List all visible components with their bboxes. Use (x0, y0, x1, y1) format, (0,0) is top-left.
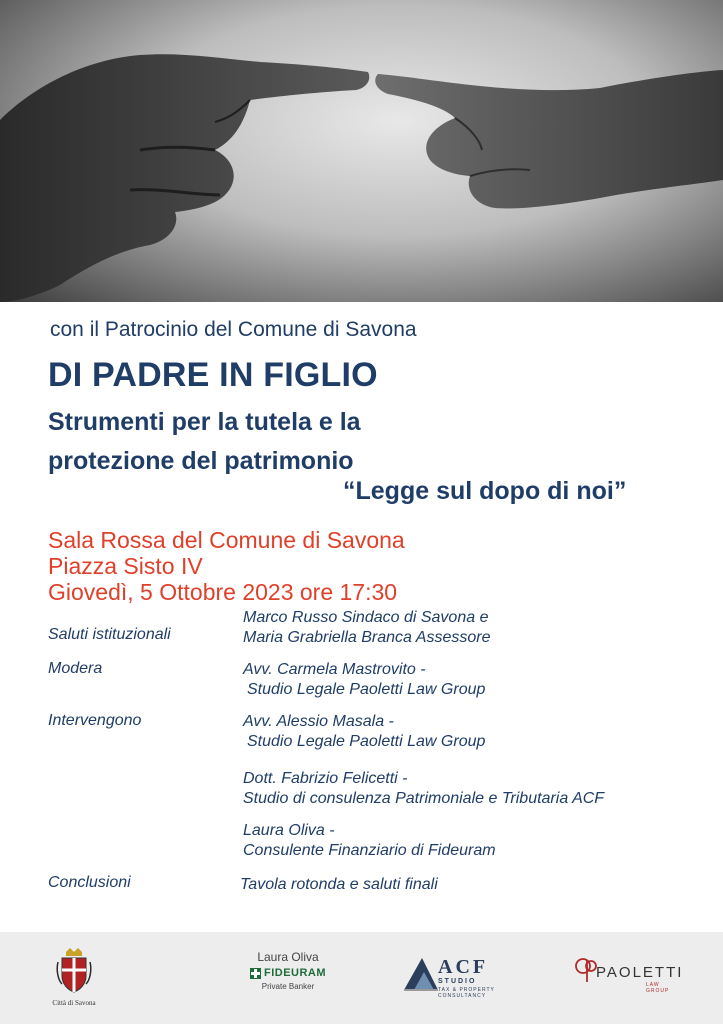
acf-name: ACF (438, 956, 489, 978)
venue-address: Piazza Sisto IV (48, 553, 203, 579)
paoletti-logo (574, 956, 684, 994)
speaker2-line-2: Studio di consulenza Patrimoniale e Tributaria ACF (243, 790, 605, 807)
acf-studio-logo (402, 954, 502, 999)
fideuram-person: Laura Oliva (257, 950, 319, 964)
subtitle-quote: “Legge sul dopo di noi” (343, 477, 627, 505)
acf-wordmark (438, 956, 488, 979)
speaker2-line-1: Dott. Fabrizio Felicetti - (243, 770, 408, 787)
speaker1-line-1: Avv. Alessio Masala - (243, 713, 394, 730)
program-label-intervengono: Intervengono (48, 712, 142, 729)
paoletti-mark-icon (574, 956, 598, 984)
speaker3-line-1: Laura Oliva - (243, 822, 335, 839)
program-speaker-2 (243, 769, 604, 809)
acf-tagline: TAX & PROPERTY CONSULTANCY (438, 987, 495, 999)
program-text-modera (243, 660, 485, 700)
program-label-modera: Modera (48, 660, 103, 677)
program-text-saluti (243, 608, 491, 648)
program-label-conclusioni: Conclusioni (48, 874, 131, 891)
program-label-saluti: Saluti istituzionali (48, 626, 171, 643)
acf-studio-label: STUDIO (438, 978, 477, 985)
event-title: DI PADRE IN FIGLIO (48, 356, 378, 394)
adult-hand (0, 54, 369, 302)
event-subtitle (48, 403, 361, 481)
crest-caption: Città di Savona (52, 999, 96, 1007)
hero-image (0, 0, 723, 302)
crest-icon (52, 946, 96, 994)
paoletti-name: PAOLETTI (596, 964, 684, 981)
savona-crest-logo (52, 946, 96, 1007)
acf-triangle-icon (402, 956, 440, 992)
saluti-line-2: Maria Grabriella Branca Assessore (243, 629, 491, 646)
fideuram-logo (228, 950, 348, 991)
venue-hall: Sala Rossa del Comune di Savona (48, 527, 405, 553)
program-speaker-1 (243, 712, 485, 752)
fideuram-subtitle: Private Banker (261, 982, 315, 991)
fideuram-brand-row (228, 967, 348, 979)
venue-info (48, 527, 405, 605)
saluti-line-1: Marco Russo Sindaco di Savona e (243, 609, 489, 626)
patronage-text: con il Patrocinio del Comune di Savona (50, 318, 417, 341)
speaker3-line-2: Consulente Finanziario di Fideuram (243, 842, 496, 859)
program-speaker-3 (243, 821, 496, 861)
child-hand (375, 70, 723, 208)
sponsor-footer (0, 932, 723, 1024)
paoletti-subtitle: LAW GROUP (646, 982, 670, 994)
subtitle-line-2: protezione del patrimonio (48, 447, 354, 475)
hands-illustration (0, 0, 723, 302)
modera-line-2: Studio Legale Paoletti Law Group (247, 681, 486, 698)
event-date-time: Giovedì, 5 Ottobre 2023 ore 17:30 (48, 579, 398, 605)
fideuram-brand: FIDEURAM (263, 967, 327, 979)
modera-line-1: Avv. Carmela Mastrovito - (243, 661, 426, 678)
fideuram-mark-icon (250, 968, 261, 979)
speaker1-line-2: Studio Legale Paoletti Law Group (247, 733, 486, 750)
subtitle-line-1: Strumenti per la tutela e la (48, 408, 361, 436)
program-text-conclusioni: Tavola rotonda e saluti finali (240, 876, 438, 893)
